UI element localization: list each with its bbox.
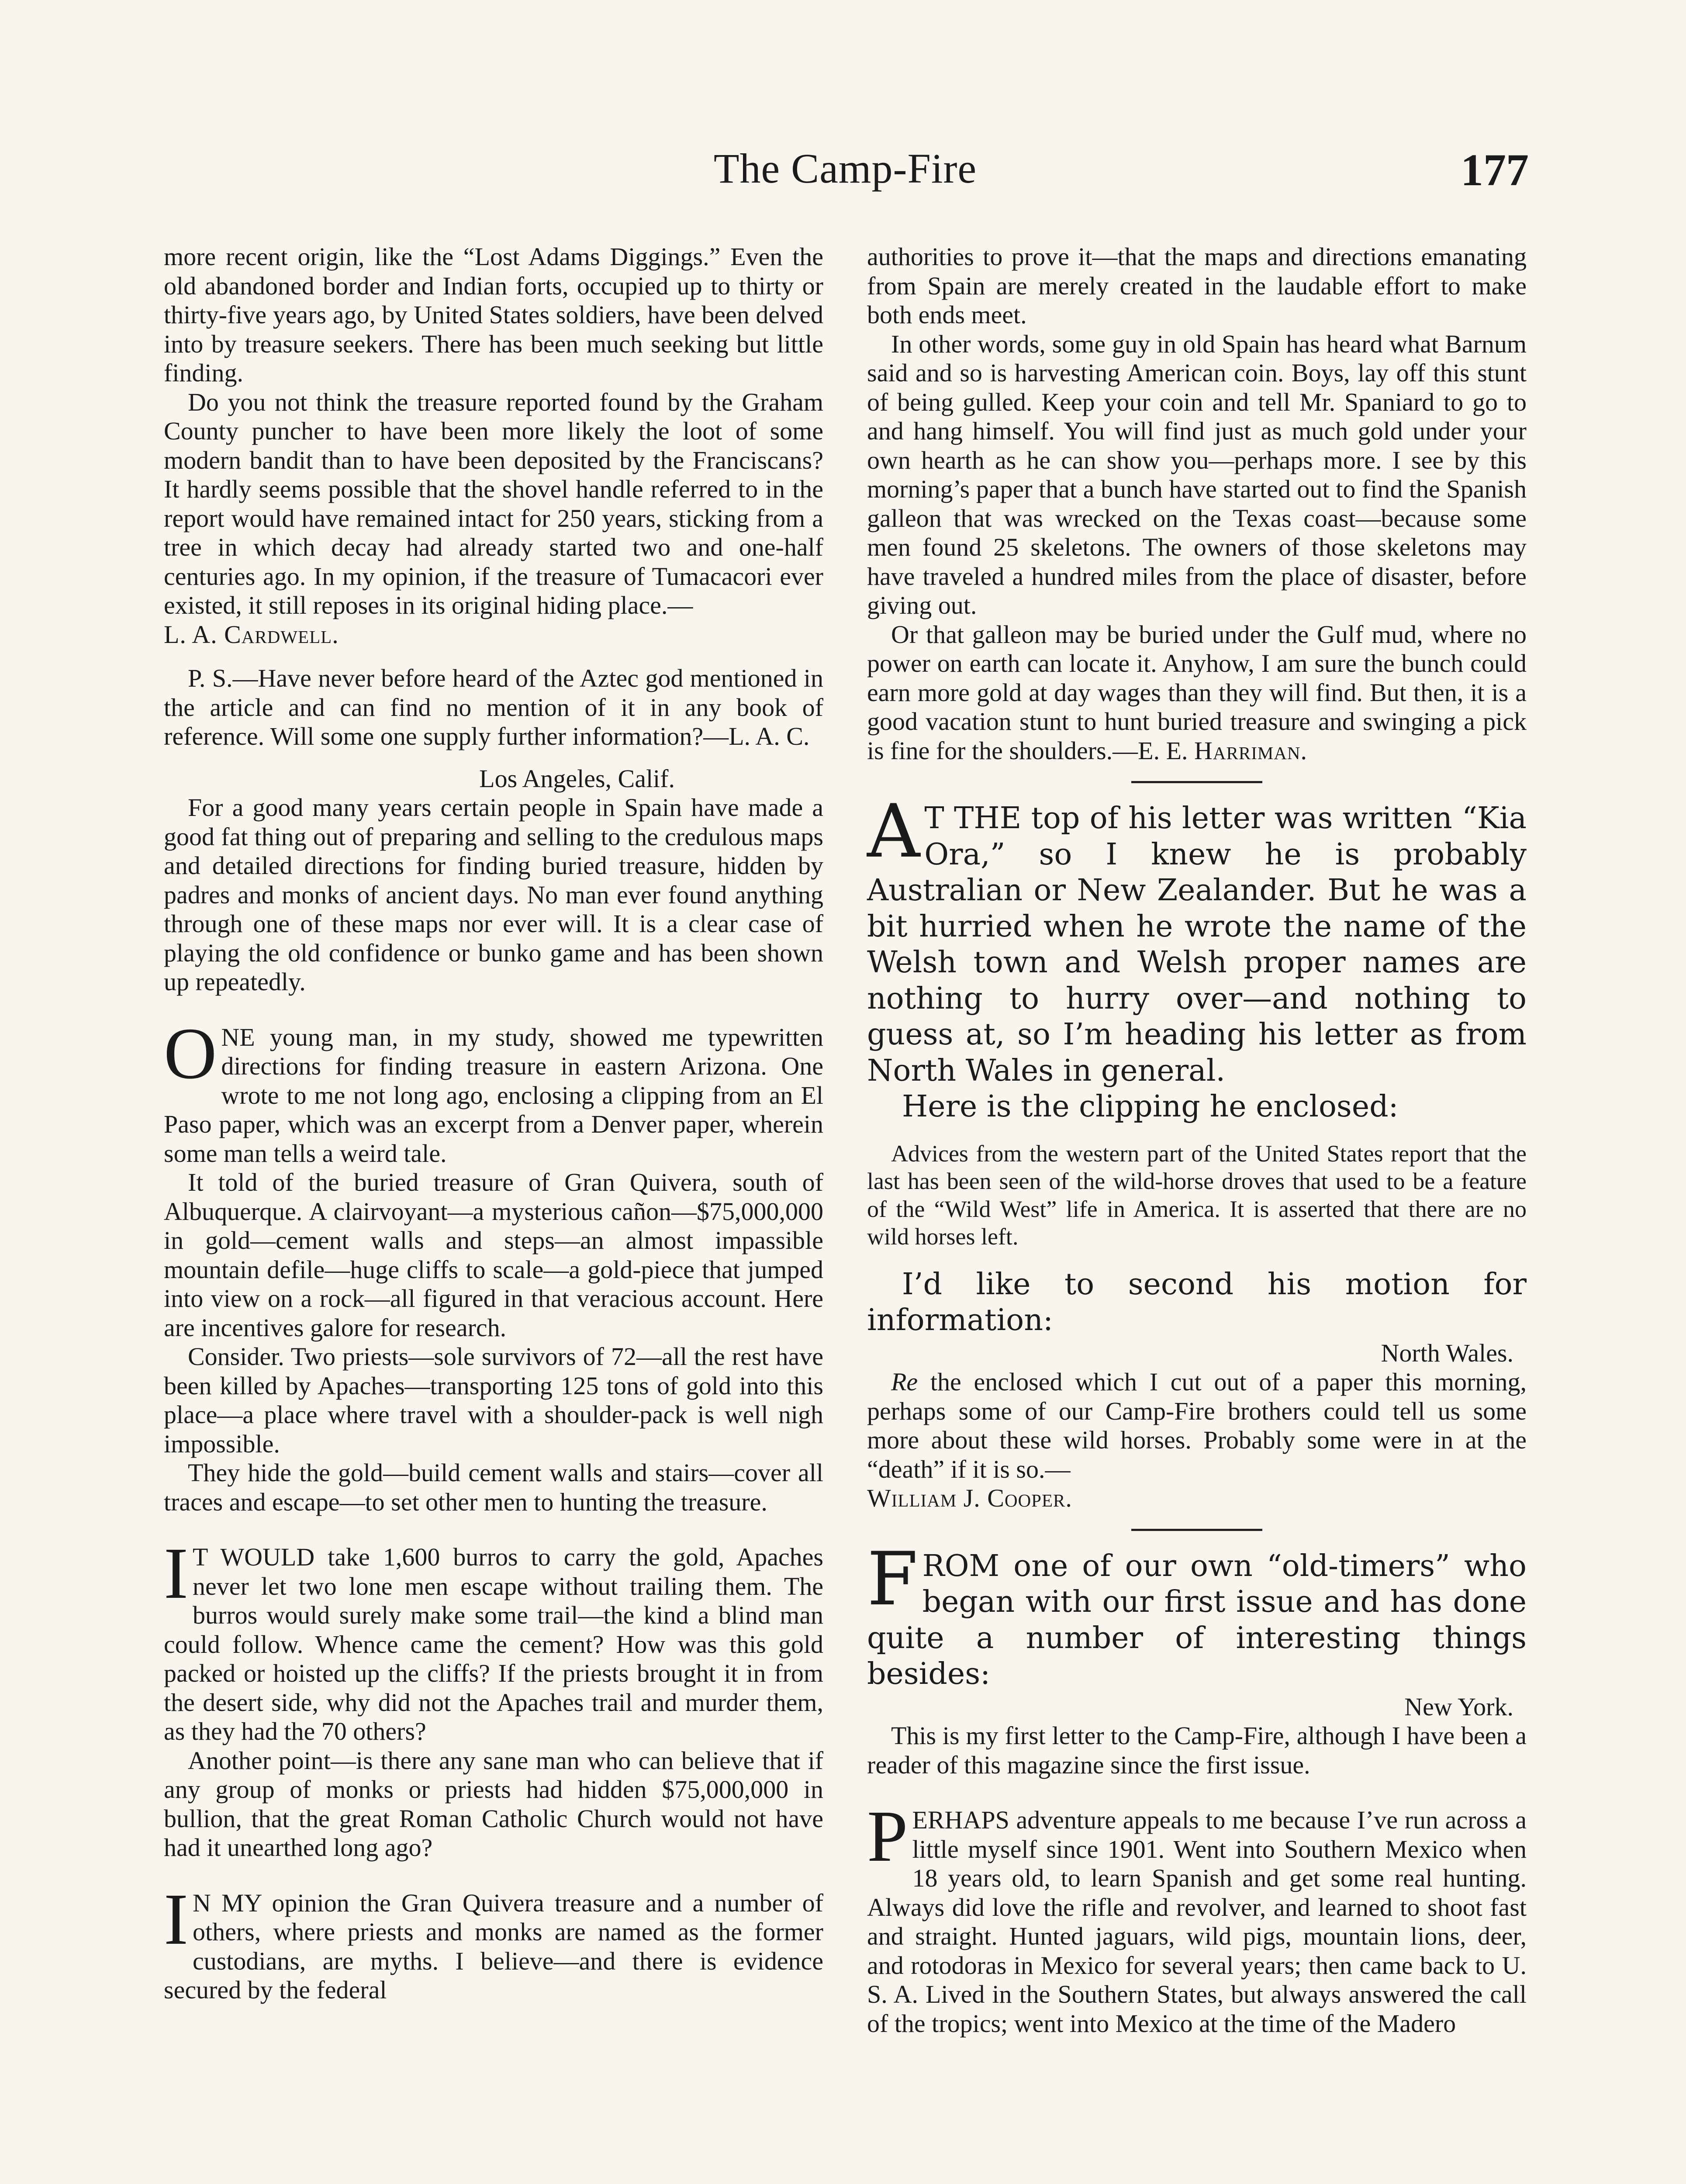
signature: L. A. Cardwell. — [164, 620, 339, 649]
paragraph: P. S.—Have never before heard of the Aztec god mentioned in the article and can find no mention of it in any book of reference. Will some one supply further information?—L. A. C. — [164, 664, 823, 750]
paragraph — [164, 1878, 823, 2005]
paragraph-text: NE young man, in my study, showed me typewritten directions for finding treasure in eastern Arizona. One wrote to me not long ago, enclosing a clipping from an El Paso paper, which was an excerpt from a Denver paper, wherein some man tells a weird tale. — [164, 1023, 823, 1168]
paragraph: For a good many years certain people in Spain have made a good fat thing out of preparing and selling to the credulous maps and detailed directions for finding buried treasure, hidden by padres and monks of ancient days. No man ever found anything through one of these maps nor ever will. It is a clear case of playing the old confidence or bunko game and has been shown up repeatedly. — [164, 793, 823, 996]
section-divider — [1131, 1529, 1262, 1531]
paragraph — [867, 1368, 1527, 1513]
drop-cap: O — [164, 1013, 217, 1094]
paragraph: Consider. Two priests—sole survivors of 72—all the rest have been killed by Apaches—transporting 125 tons of gold into this place—a place where travel with a shoulder-pack is well nigh impossible. — [164, 1342, 823, 1458]
paragraph-text: N MY opinion the Gran Quivera treasure and a number of others, where priests and monks are named as the former custodians, are myths. I believe—and there is evidence secured by the federal — [164, 1888, 823, 2004]
signature: William J. Cooper. — [867, 1484, 1072, 1512]
quoted-clipping — [867, 1140, 1527, 1251]
section-divider — [1131, 781, 1262, 783]
drop-cap: I — [164, 1878, 188, 1960]
paragraph-text: the enclosed which I cut out of a paper this morning, perhaps some of our Camp-Fire brothers could tell us some more about these wild horses. Probably some were in at the “death” if it is so.— — [867, 1368, 1527, 1483]
paragraph: Another point—is there any sane man who can believe that if any group of monks or priests had hidden $75,000,000 in bullion, that the great Roman Catholic Church would not have had it unearthed long ago? — [164, 1746, 823, 1862]
paragraph — [867, 620, 1527, 766]
large-type-section — [867, 1267, 1527, 1339]
paragraph-text: Do you not think the treasure reported found by the Graham County puncher to have been more likely the loot of some modern bandit than to have been deposited by the Franciscans? It hardly seems possible that the shovel handle referred to in the report would have remained intact for 250 years, sticking from a tree in which decay had already started two and one-half centuries ago. In my opinion, if the treasure of Tumacacori ever existed, it still reposes in its original hiding place.— — [164, 387, 823, 619]
paragraph: They hide the gold—build cement walls and stairs—cover all traces and escape—to set other men to hunting the treasure. — [164, 1458, 823, 1516]
drop-cap: F — [867, 1536, 918, 1622]
paragraph: authorities to prove it—that the maps and directions emanating from Spain are merely created in the laudable effort to make both ends meet. — [867, 242, 1527, 329]
dateline: New York. — [1404, 1692, 1513, 1721]
paragraph — [867, 1796, 1527, 2038]
paragraph-text: Or that galleon may be buried under the Gulf mud, where no power on earth can locate it. Anyhow, I am sure the bunch could earn more gold at day wages than they will find. But then, it is a good vacation stunt to hunt buried treasure and swinging a pick is fine for the shoulders.—E. E. — [867, 620, 1527, 765]
dateline: Los Angeles, Calif. — [479, 764, 675, 793]
paragraph-text: T THE top of his letter was written “Kia Ora,” so I knew he is probably Australian or New Zealander. But he was a bit hurried when he wrote the name of the Welsh town and Welsh proper names are nothing to hurry over—and nothing to guess at, so I’m heading his letter as from North Wales in general. — [867, 801, 1527, 1088]
paragraph — [867, 788, 1527, 1089]
paragraph: This is my first letter to the Camp-Fire, although I have been a reader of this magazine since the first issue. — [867, 1721, 1527, 1779]
paragraph: In other words, some guy in old Spain has heard what Barnum said and so is harvesting American coin. Boys, lay off this stunt of being gulled. Keep your coin and tell Mr. Spaniard to go to and hang himself. You will find just as much gold under your own hearth as he can show you—perhaps more. I see by this morning’s paper that a bunch have started out to find the Spanish galleon that was wrecked on the Texas coast—because some men found 25 skeletons. The owners of those skeletons may have traveled a hundred miles from the place of disaster, before giving out. — [867, 329, 1527, 619]
paragraph: It told of the buried treasure of Gran Quivera, south of Albuquerque. A clairvoyant—a mysterious cañon—$75,000,000 in gold—cement walls and steps—an almost impassible mountain defile—huge cliffs to scale—a gold-piece that jumped into view on a rock—all figured in that veracious account. Here are incentives galore for research. — [164, 1168, 823, 1342]
drop-cap: A — [867, 788, 920, 874]
running-title: The Camp-Fire — [713, 145, 977, 192]
large-type-section — [867, 788, 1527, 1125]
paragraph — [164, 1533, 823, 1746]
section-lead — [867, 1796, 1527, 2038]
large-type-section — [867, 1536, 1527, 1693]
left-column — [164, 242, 823, 2005]
section-lead — [164, 1878, 823, 2005]
paragraph — [867, 1536, 1527, 1693]
page-number: 177 — [1461, 145, 1529, 195]
paragraph-text: ROM one of our own “old-timers” who began with our first issue and has done quite a number of interesting things besides: — [867, 1548, 1527, 1691]
paragraph: I’d like to second his motion for information: — [867, 1267, 1527, 1337]
drop-cap: I — [164, 1533, 188, 1614]
right-column — [867, 242, 1527, 2038]
dateline: North Wales. — [1381, 1338, 1513, 1367]
paragraph — [164, 388, 823, 650]
paragraph: more recent origin, like the “Lost Adams Diggings.” Even the old abandoned border and Indian forts, occupied up to thirty or thirty-five years ago, by United States soldiers, have been delved into by treasure seekers. There has been much seeking but little finding. — [164, 242, 823, 387]
paragraph-text: T WOULD take 1,600 burros to carry the gold, Apaches never let two lone men escape without trailing them. The burros would surely make some trail—the kind a blind man could follow. Whence came the cement? How was this gold packed or hoisted up the cliffs? If the priests brought it in from the desert side, why did not the Apaches trail and murder them, as they had the 70 others? — [164, 1543, 823, 1745]
paragraph — [164, 1013, 823, 1168]
section-lead — [164, 1013, 823, 1168]
paragraph-text: ERHAPS adventure appeals to me because I’ve run across a little myself since 1901. Went into Southern Mexico when 18 years old, to learn Spanish and get some real hunting. Always did love the rifle and revolver, and learned to shoot fast and straight. Hunted jaguars, wild pigs, mountain lions, deer, and rotodoras in Mexico for several years; then came back to U. S. A. Lived in the Southern States, but always answered the call of the tropics; went into Mexico at the time of the Madero — [867, 1806, 1527, 2038]
paragraph: Here is the clipping he enclosed: — [902, 1089, 1399, 1124]
signature: Harriman. — [1194, 736, 1308, 765]
page-header — [162, 144, 1529, 214]
drop-cap: P — [867, 1796, 908, 1877]
section-lead — [164, 1533, 823, 1746]
italic-word: Re — [891, 1368, 918, 1396]
paragraph: Advices from the western part of the United States report that the last has been seen of the wild-horse droves that used to be a feature of the “Wild West” life in America. It is asserted that there are no wild horses left. — [867, 1140, 1527, 1250]
